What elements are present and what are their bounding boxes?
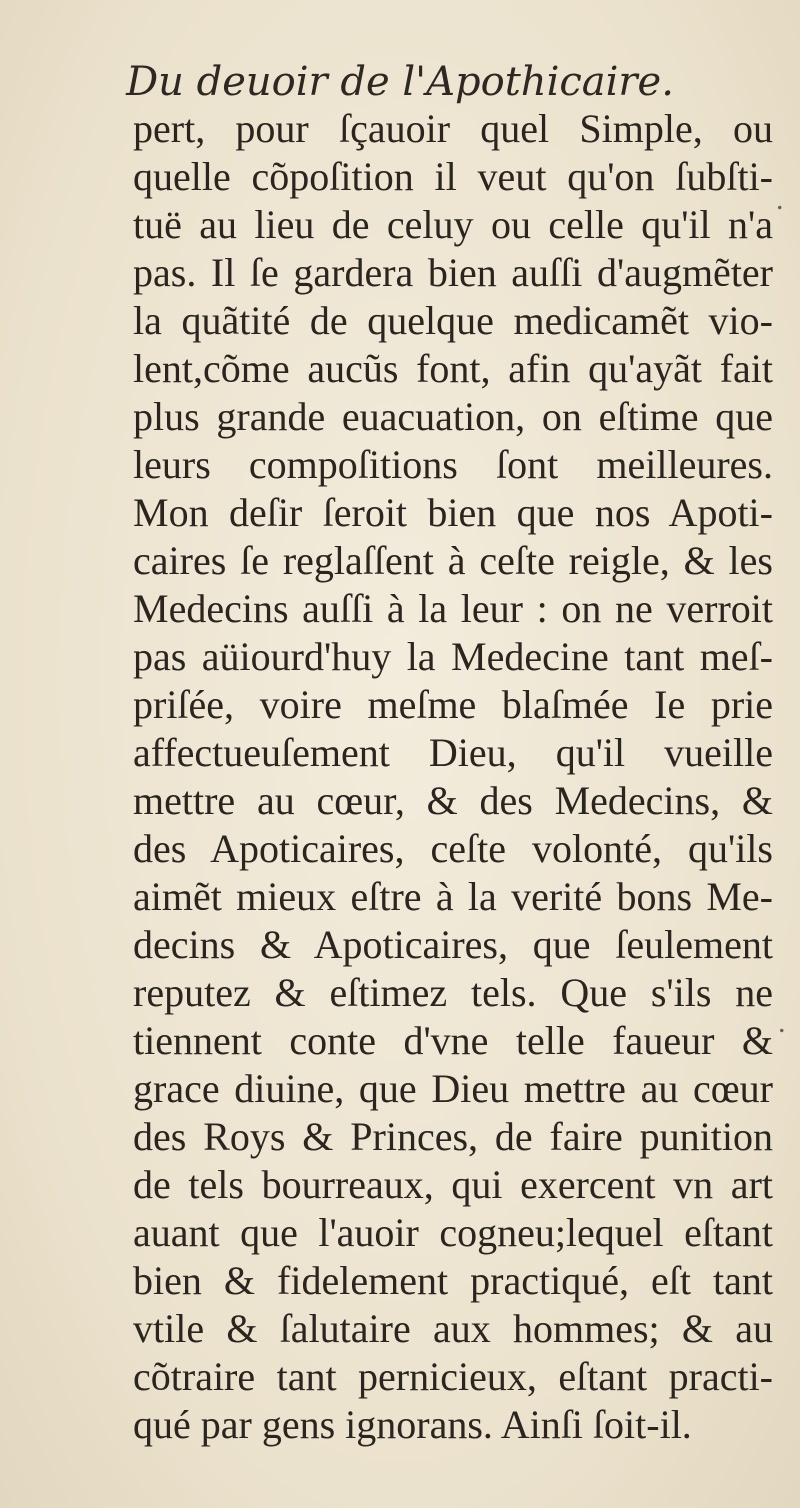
- text-line: plus grande euacuation, on eſtime que: [133, 394, 773, 439]
- text-line: tiennent conte d'vne telle faueur &: [133, 1018, 773, 1063]
- text-line: aimẽt mieux eſtre à la verité bons Me-: [133, 874, 773, 919]
- text-line: de tels bourreaux, qui exercent vn art: [133, 1162, 773, 1207]
- text-line: qué par gens ignorans. Ainſi ſoit-il.: [133, 1402, 692, 1447]
- text-line: mettre au cœur, & des Medecins, &: [133, 778, 773, 823]
- text-line: bien & fidelement practiqué, eſt tant: [133, 1258, 773, 1303]
- text-line: Medecins auſſi à la leur : on ne verroit: [133, 586, 773, 631]
- text-line: la quãtité de quelque medicamẽt vio-: [133, 298, 773, 343]
- text-line: lent,cõme aucũs font, afin qu'ayãt fait: [133, 346, 773, 391]
- text-line: pas. Il ſe gardera bien auſſi d'augmẽter: [133, 250, 773, 295]
- text-line: tuë au lieu de celuy ou celle qu'il n'a: [133, 202, 773, 247]
- text-line: reputez & eſtimez tels. Que s'ils ne: [133, 970, 773, 1015]
- running-head: Du deuoir de l'Apothicaire.: [126, 59, 674, 105]
- text-line: quelle cõpoſition il veut qu'on ſubſti-: [133, 154, 773, 199]
- text-line: pert, pour ſçauoir quel Simple, ou: [133, 106, 773, 151]
- text-line: des Apoticaires, ceſte volonté, qu'ils: [133, 826, 773, 871]
- text-line: grace diuine, que Dieu mettre au cœur: [133, 1066, 773, 1111]
- text-line: des Roys & Princes, de faire punition: [133, 1114, 773, 1159]
- text-line: affectueuſement Dieu, qu'il vueille: [133, 730, 773, 775]
- text-line: pas aüiourd'huy la Medecine tant meſ-: [133, 634, 773, 679]
- text-line: decins & Apoticaires, que ſeulement: [133, 922, 773, 967]
- text-line: cõtraire tant pernicieux, eſtant practi-: [133, 1354, 773, 1399]
- margin-mark: .: [776, 183, 784, 216]
- text-line: Mon deſir ſeroit bien que nos Apoti-: [133, 490, 773, 535]
- margin-mark: .: [778, 1006, 786, 1039]
- text-line: priſée, voire meſme blaſmée Ie prie: [133, 682, 773, 727]
- text-line: leurs compoſitions ſont meilleures.: [133, 442, 773, 487]
- text-line: auant que l'auoir cogneu;lequel eſtant: [133, 1210, 773, 1255]
- text-line: caires ſe reglaſſent à ceſte reigle, & les: [133, 538, 773, 583]
- text-line: vtile & ſalutaire aux hommes; & au: [133, 1306, 773, 1351]
